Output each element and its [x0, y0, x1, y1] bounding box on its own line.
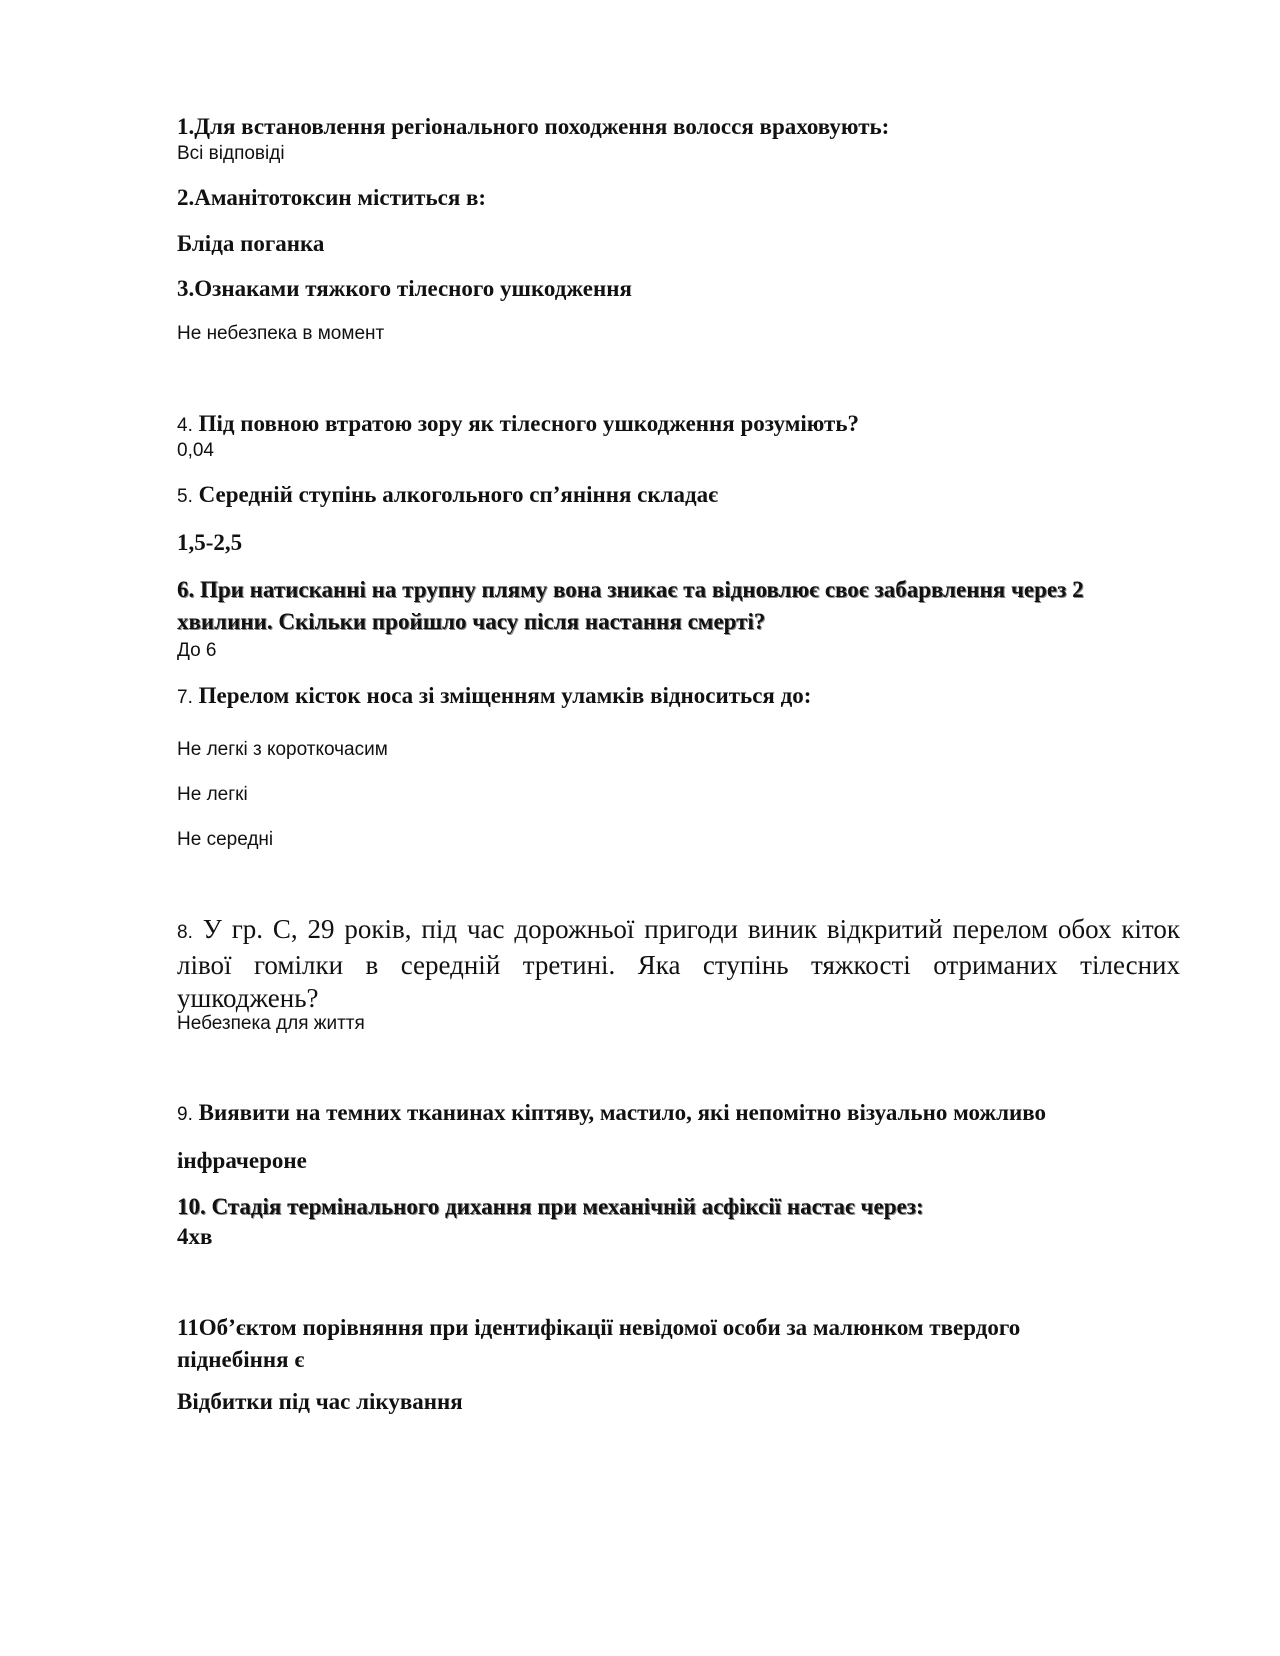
- question-8: [177, 913, 1180, 1015]
- question-4-number: 4.: [177, 415, 193, 436]
- question-7-text: Перелом кісток носа зі зміщенням уламків відноситься до:: [198, 683, 812, 708]
- question-7: [177, 680, 1180, 714]
- question-9-text: Виявити на темних тканинах кіптяву, мастило, які непомітно візуально можливо: [198, 1100, 1046, 1125]
- question-9: [177, 1097, 1180, 1131]
- question-9-number: 9.: [177, 1104, 193, 1125]
- question-6: 6. При натисканні на трупну пляму вона зникає та відновлює своє забарвлення через 2 хвилини. Скільки пройшло часу після настання смерті?: [177, 577, 1084, 634]
- question-5-number: 5.: [177, 486, 193, 507]
- question-11: 11Об’єктом порівняння при ідентифікації невідомої особи за малюнком твердого піднебіння є: [177, 1315, 1021, 1372]
- answer-1: Всі відповіді: [177, 143, 285, 164]
- question-8-text: У гр. С, 29 років, під час дорожньої пригоди виник відкритий перелом обох кіток лівої гомілки в середній третині. Яка ступінь тяжкості отриманих тілесних ушкоджень?: [177, 914, 1180, 1013]
- answer-7-option-3: Не середні: [177, 829, 274, 850]
- answer-7-option-1: Не легкі з короткочасим: [177, 739, 388, 760]
- answer-7-option-2: Не легкі: [177, 784, 248, 805]
- question-8-number: 8.: [177, 922, 193, 943]
- answer-10: 4хв: [177, 1224, 213, 1249]
- question-4-text: Під повною втратою зору як тілесного ушкодження розуміють?: [198, 411, 860, 436]
- question-2: 2.Аманітотоксин міститься в:: [177, 185, 487, 210]
- answer-5: 1,5-2,5: [177, 530, 243, 555]
- question-3: 3.Ознаками тяжкого тілесного ушкодження: [177, 276, 632, 301]
- answer-3: Не небезпека в момент: [177, 323, 385, 344]
- answer-4: 0,04: [177, 440, 214, 461]
- question-1: 1.Для встановлення регіонального походження волосся враховують:: [177, 114, 890, 139]
- answer-6: До 6: [177, 640, 217, 661]
- answer-9: інфрачероне: [177, 1148, 307, 1173]
- question-5: [177, 479, 1180, 513]
- question-5-text: Середній ступінь алкогольного сп’яніння складає: [198, 482, 719, 507]
- question-10: 10. Стадія термінального дихання при механічній асфіксії настає через:: [177, 1194, 924, 1219]
- answer-2: Бліда поганка: [177, 231, 325, 256]
- answer-8: Небезпека для життя: [177, 1013, 365, 1034]
- answer-11: Відбитки під час лікування: [177, 1389, 463, 1414]
- question-7-number: 7.: [177, 687, 193, 708]
- question-4: [177, 408, 1180, 442]
